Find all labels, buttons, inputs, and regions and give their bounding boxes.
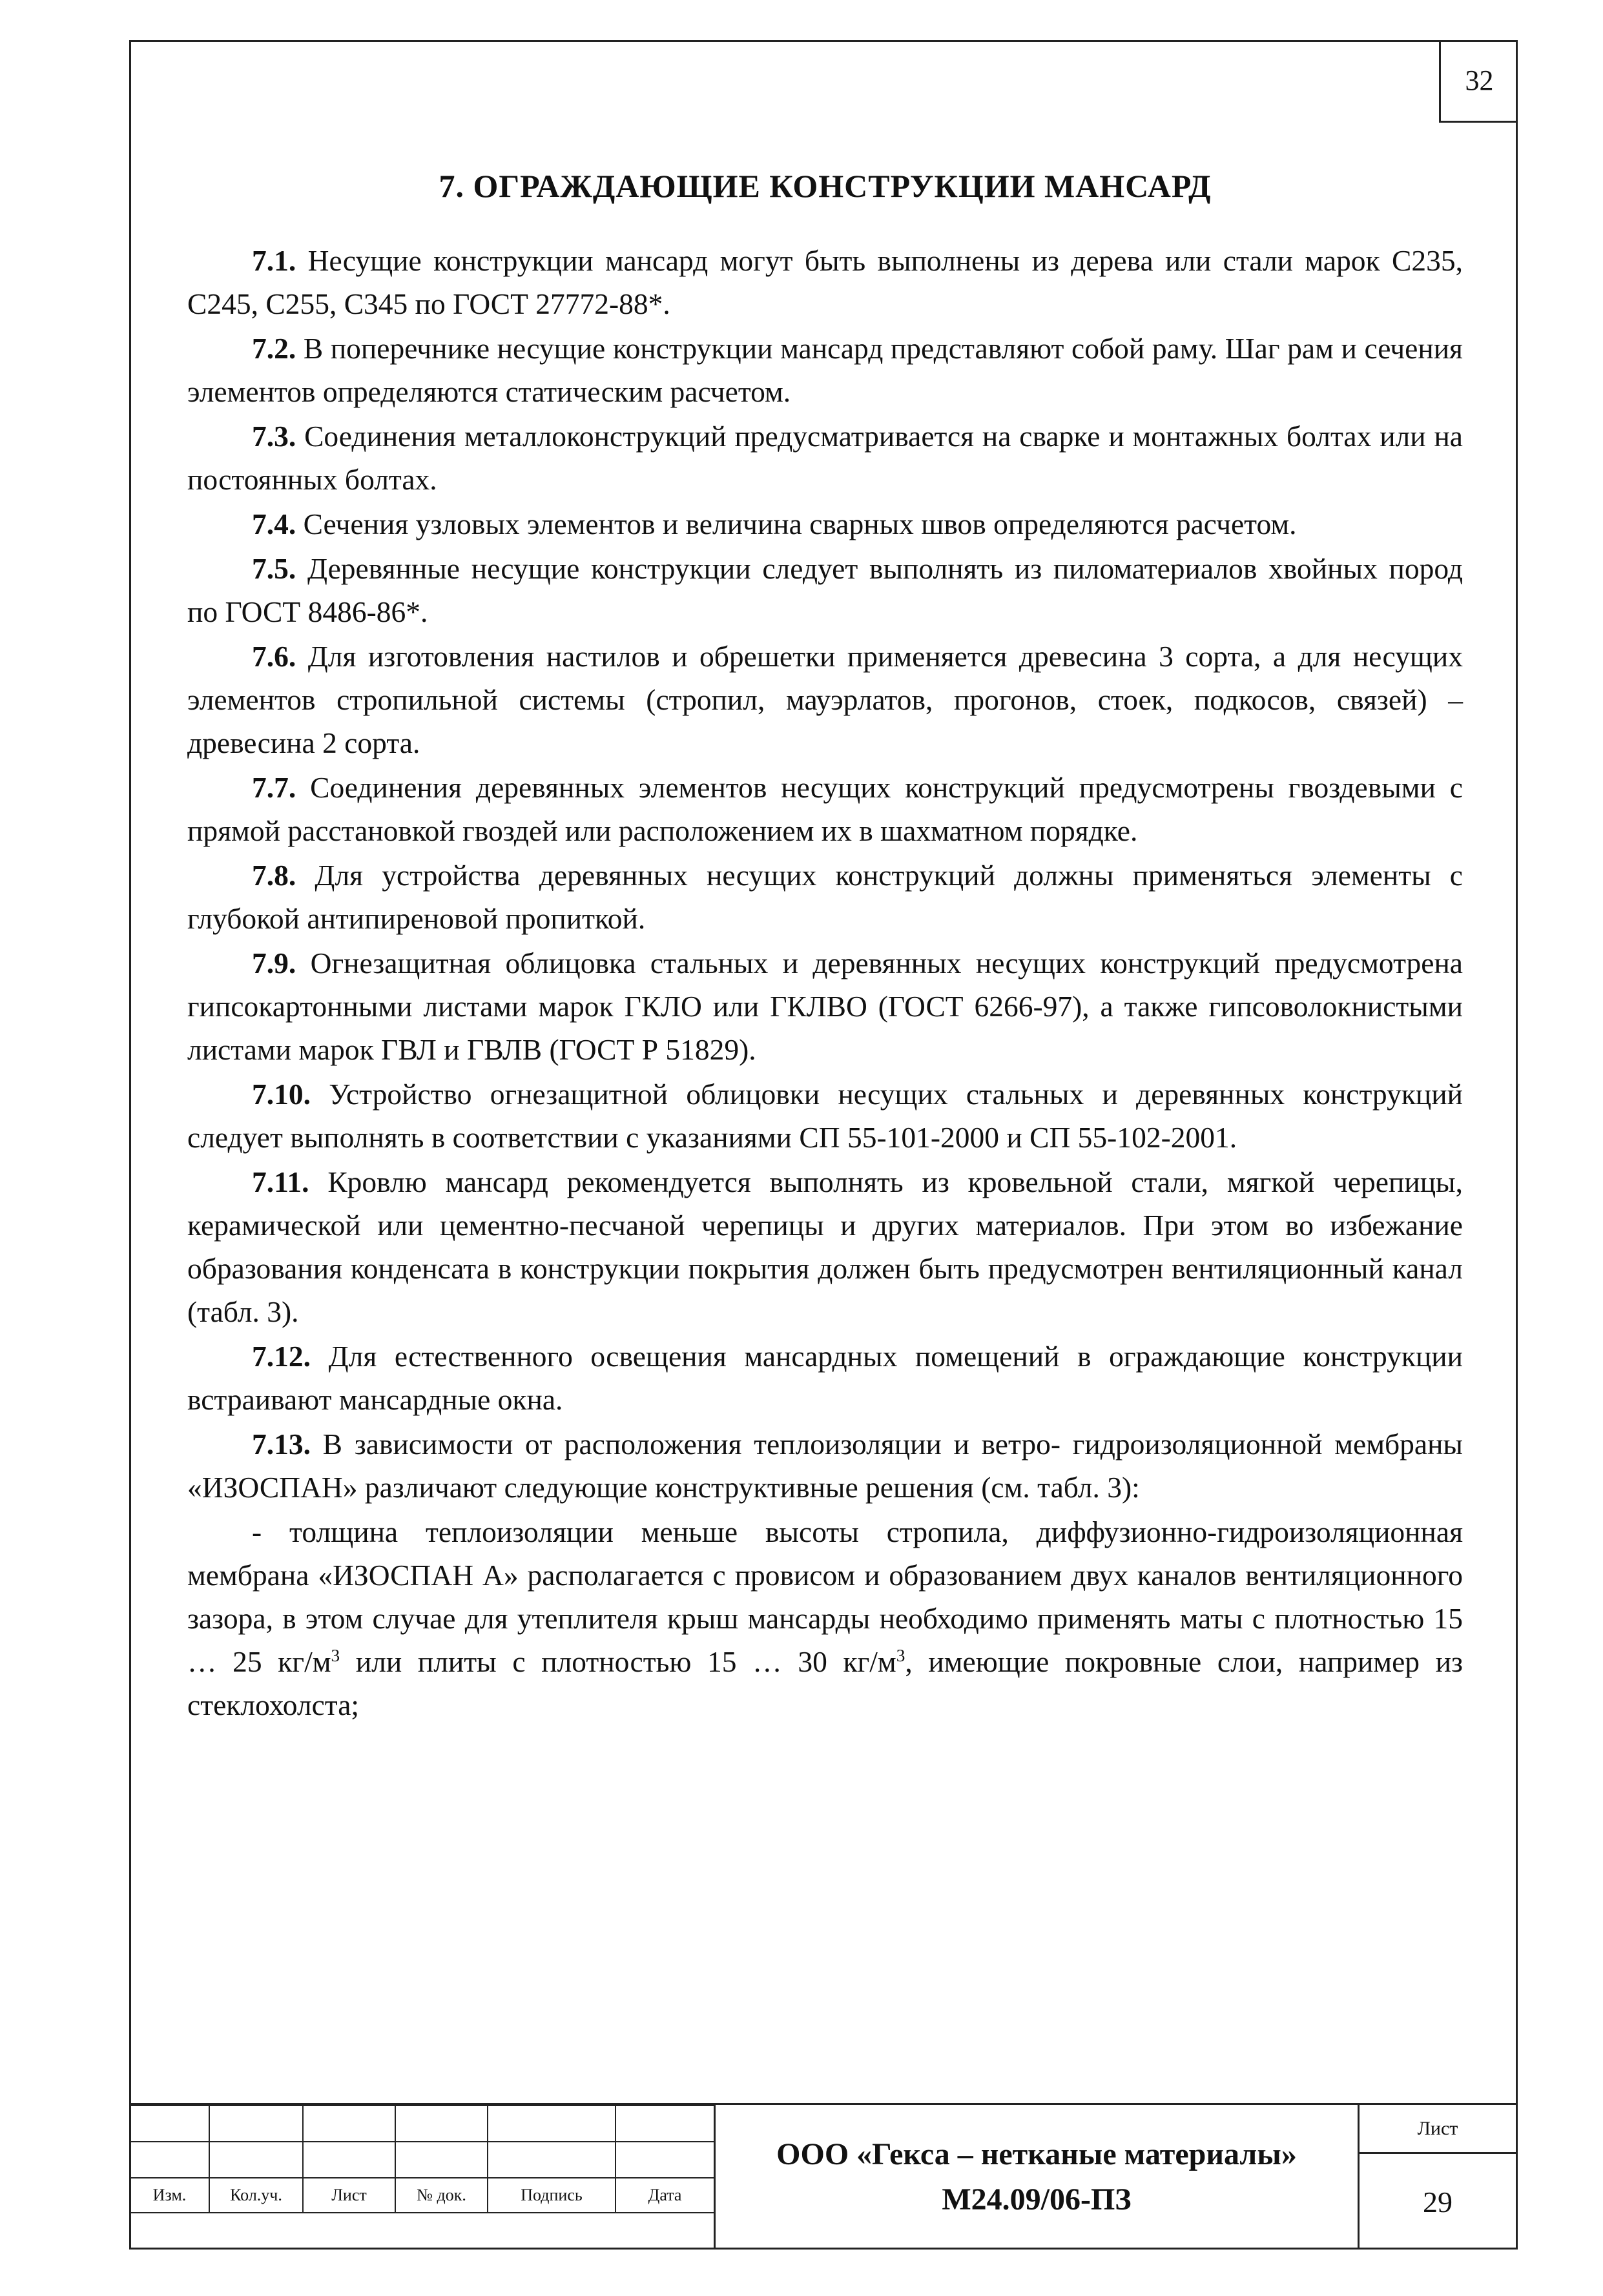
- revision-table: [129, 2105, 715, 2213]
- sheet-number: 29: [1423, 2185, 1453, 2219]
- bullet-text: или плиты с плотностью 15 … 30 кг/м: [340, 1645, 896, 1678]
- revision-cell: [130, 2142, 209, 2178]
- paragraph: [187, 239, 1463, 327]
- paragraph-number: 7.4.: [252, 507, 296, 540]
- paragraph: [187, 415, 1463, 502]
- paragraph-text: Для естественного освещения мансардных помещений в ограждающие конструкции встраивают мансардные окна.: [187, 1340, 1463, 1416]
- paragraph: [187, 502, 1463, 547]
- paragraph-text: Для изготовления настилов и обрешетки применяется древесина 3 сорта, а для несущих элементов стропильной системы (стропил, мауэрлатов, прогонов, стоек, подкосов, связей) – древесина 2 сорта.: [187, 640, 1463, 759]
- paragraph: [187, 1335, 1463, 1422]
- column-label-doc-number: № док.: [395, 2178, 488, 2213]
- paragraph-text: Устройство огнезащитной облицовки несущих стальных и деревянных конструкций следует выполнять в соответствии с указаниями СП 55-101-2000 и СП 55-102-2001.: [187, 1078, 1463, 1154]
- revision-cell: [209, 2106, 303, 2142]
- revision-cell: [615, 2106, 714, 2142]
- revision-cell: [303, 2106, 395, 2142]
- paragraph: [187, 547, 1463, 635]
- section-title: 7. ОГРАЖДАЮЩИЕ КОНСТРУКЦИИ МАНСАРД: [439, 168, 1212, 204]
- paragraph-number: 7.3.: [252, 420, 296, 453]
- column-label-date: Дата: [615, 2178, 714, 2213]
- paragraph-text: Сечения узловых элементов и величина сварных швов определяются расчетом.: [296, 507, 1297, 540]
- paragraph-text: В зависимости от расположения теплоизоляции и ветро- гидроизоляционной мембраны «ИЗОСПАН» различают следующие конструктивные решения (см. табл. 3):: [187, 1428, 1463, 1504]
- paragraph: [187, 1072, 1463, 1160]
- document-code: М24.09/06-ПЗ: [942, 2182, 1132, 2217]
- paragraph-text: В поперечнике несущие конструкции мансард представляют собой раму. Шаг рам и сечения элементов определяются статическим расчетом.: [187, 332, 1463, 408]
- paragraph-text: Соединения деревянных элементов несущих конструкций предусмотрены гвоздевыми с прямой расстановкой гвоздей или расположением их в шахматном порядке.: [187, 771, 1463, 847]
- title-block: [129, 2103, 1518, 2250]
- revision-cell: [615, 2142, 714, 2178]
- column-label-sheet: Лист: [303, 2178, 395, 2213]
- paragraph-text: Несущие конструкции мансард могут быть выполнены из дерева или стали марок С235, С245, С255, С345 по ГОСТ 27772-88*.: [187, 244, 1463, 320]
- paragraph-number: 7.5.: [252, 552, 296, 585]
- organization-block: [714, 2105, 1360, 2250]
- paragraph-number: 7.7.: [252, 771, 296, 804]
- revision-cell: [209, 2142, 303, 2178]
- paragraph: [187, 1422, 1463, 1510]
- column-label-qty: Кол.уч.: [209, 2178, 303, 2213]
- paragraph-number: 7.2.: [252, 332, 296, 365]
- paragraph-number: 7.13.: [252, 1428, 311, 1461]
- document-body: [187, 165, 1463, 1728]
- paragraph-text: Для устройства деревянных несущих конструкций должны применяться элементы с глубокой антипиреновой пропиткой.: [187, 859, 1463, 935]
- paragraph-text: Кровлю мансард рекомендуется выполнять из кровельной стали, мягкой черепицы, керамической или цементно-песчаной черепицы и других материалов. При этом во избежание образования конденсата в конструкции покрытия должен быть предусмотрен вентиляционный канал (табл. 3).: [187, 1165, 1463, 1328]
- page-number-top: 32: [1439, 40, 1518, 123]
- paragraph-text: Деревянные несущие конструкции следует выполнять из пиломатериалов хвойных пород по ГОСТ 8486-86*.: [187, 552, 1463, 628]
- bullet-paragraph: [187, 1510, 1463, 1728]
- paragraph: [187, 1160, 1463, 1335]
- paragraph-number: 7.1.: [252, 244, 296, 277]
- paragraph: [187, 635, 1463, 766]
- paragraph-number: 7.12.: [252, 1340, 311, 1373]
- organization-name: ООО «Гекса – нетканые материалы»: [776, 2137, 1297, 2171]
- paragraph-number: 7.6.: [252, 640, 296, 673]
- sheet-label: Лист: [1360, 2105, 1516, 2154]
- paragraph: [187, 327, 1463, 415]
- paragraph-text: Соединения металлоконструкций предусматривается на сварке и монтажных болтах или на постоянных болтах.: [187, 420, 1463, 496]
- paragraph: [187, 941, 1463, 1072]
- paragraph: [187, 854, 1463, 941]
- paragraph-number: 7.10.: [252, 1078, 311, 1111]
- paragraph-number: 7.8.: [252, 859, 296, 892]
- revision-cell: [488, 2106, 615, 2142]
- paragraph-number: 7.11.: [252, 1165, 309, 1198]
- superscript: 3: [331, 1645, 340, 1665]
- revision-cell: [395, 2142, 488, 2178]
- paragraph-number: 7.9.: [252, 947, 296, 979]
- column-label-signature: Подпись: [488, 2178, 615, 2213]
- superscript: 3: [896, 1645, 905, 1665]
- bullet-text: - толщина теплоизоляции меньше высоты стропила, диффузионно-гидроизоляционная мембрана «ИЗОСПАН А» располагается с провисом и образованием двух каналов вентиляционного зазора, в этом случае для утеплителя крыш мансарды необходимо применять маты с плотностью 15 … 25 кг/м: [187, 1515, 1463, 1678]
- paragraph-text: Огнезащитная облицовка стальных и деревянных несущих конструкций предусмотрена гипсокартонными листами марок ГКЛО или ГКЛВО (ГОСТ 6266-97), а также гипсоволокнистыми листами марок ГВЛ и ГВЛВ (ГОСТ Р 51829).: [187, 947, 1463, 1066]
- bullet-text: , имеющие покровные слои, например из стеклохолста;: [187, 1645, 1463, 1721]
- revision-cell: [303, 2142, 395, 2178]
- revision-cell: [130, 2106, 209, 2142]
- paragraph: [187, 766, 1463, 854]
- revision-cell: [395, 2106, 488, 2142]
- sheet-box: [1360, 2105, 1516, 2250]
- column-label-change: Изм.: [130, 2178, 209, 2213]
- revision-cell: [488, 2142, 615, 2178]
